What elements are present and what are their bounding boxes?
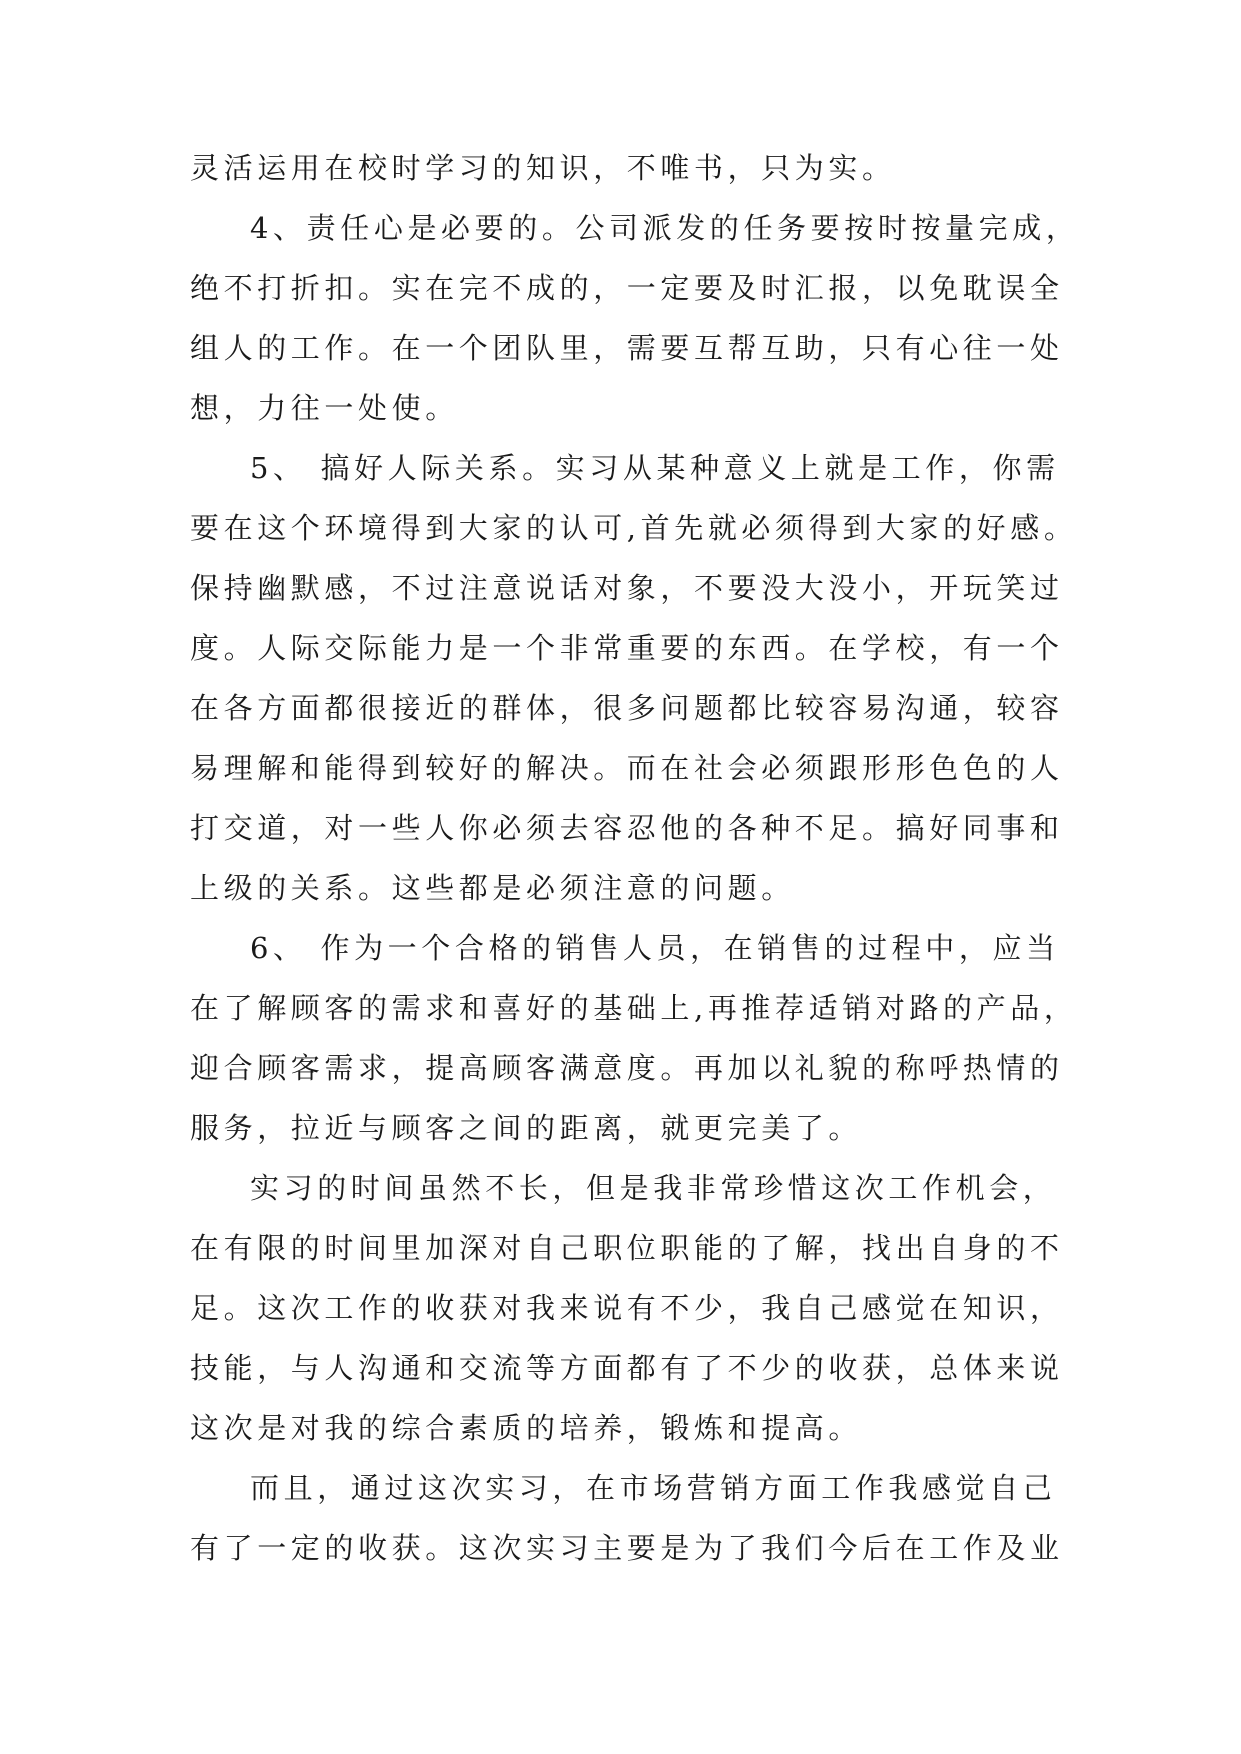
- text-line: 想，力往一处使。: [190, 391, 459, 425]
- text-line: 5、 搞好人际关系。实习从某种意义上就是工作，你需: [250, 451, 1060, 485]
- text-line: 打交道，对一些人你必须去容忍他的各种不足。搞好同事和: [190, 811, 1064, 845]
- text-line: 这次是对我的综合素质的培养，锻炼和提高。: [190, 1411, 863, 1445]
- text-line: 灵活运用在校时学习的知识，不唯书，只为实。: [190, 151, 896, 185]
- text-line: 技能，与人沟通和交流等方面都有了不少的收获，总体来说: [190, 1351, 1064, 1385]
- text-line: 度。人际交际能力是一个非常重要的东西。在学校，有一个: [190, 631, 1064, 665]
- text-line: 6、 作为一个合格的销售人员，在销售的过程中，应当: [250, 931, 1060, 965]
- text-line: 要在这个环境得到大家的认可,首先就必须得到大家的好感。: [190, 511, 1078, 545]
- text-line: 足。这次工作的收获对我来说有不少，我自己感觉在知识，: [190, 1291, 1064, 1325]
- text-line: 保持幽默感，不过注意说话对象，不要没大没小，开玩笑过: [190, 571, 1064, 605]
- text-line: 而且，通过这次实习，在市场营销方面工作我感觉自己: [250, 1471, 1057, 1505]
- text-line: 在了解顾客的需求和喜好的基础上,再推荐适销对路的产品，: [190, 991, 1078, 1025]
- text-line: 组人的工作。在一个团队里，需要互帮互助，只有心往一处: [190, 331, 1064, 365]
- text-line: 服务，拉近与顾客之间的距离，就更完美了。: [190, 1111, 863, 1145]
- text-line: 4、责任心是必要的。公司派发的任务要按时按量完成，: [250, 211, 1080, 245]
- text-line: 上级的关系。这些都是必须注意的问题。: [190, 871, 795, 905]
- text-line: 迎合顾客需求，提高顾客满意度。再加以礼貌的称呼热情的: [190, 1051, 1064, 1085]
- text-line: 有了一定的收获。这次实习主要是为了我们今后在工作及业: [190, 1531, 1064, 1565]
- text-line: 实习的时间虽然不长，但是我非常珍惜这次工作机会，: [250, 1171, 1057, 1205]
- text-line: 易理解和能得到较好的解决。而在社会必须跟形形色色的人: [190, 751, 1064, 785]
- text-line: 在有限的时间里加深对自己职位职能的了解，找出自身的不: [190, 1231, 1064, 1265]
- text-line: 绝不打折扣。实在完不成的，一定要及时汇报，以免耽误全: [190, 271, 1064, 305]
- text-line: 在各方面都很接近的群体，很多问题都比较容易沟通，较容: [190, 691, 1064, 725]
